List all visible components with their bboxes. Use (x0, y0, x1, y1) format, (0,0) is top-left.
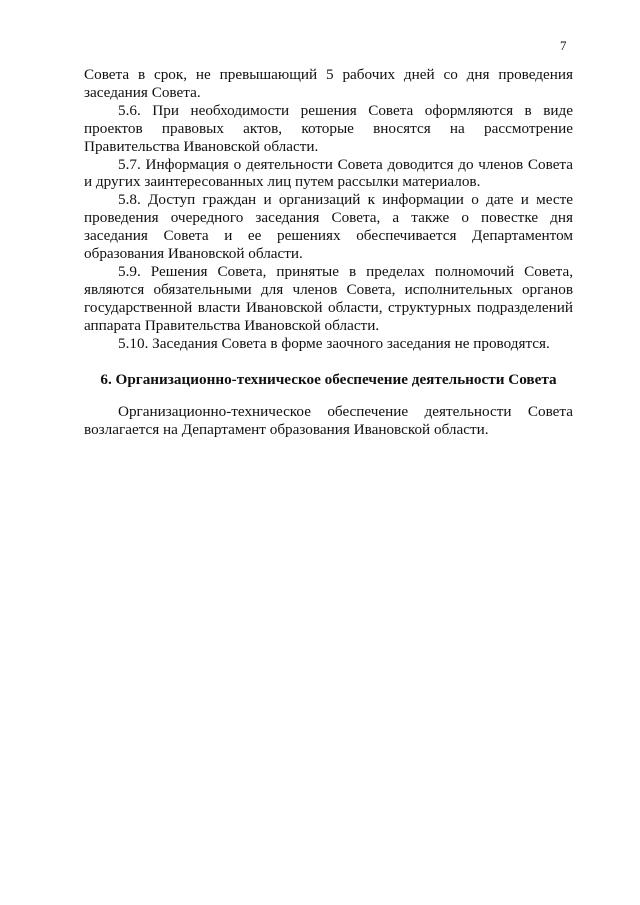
paragraph-5-7: 5.7. Информация о деятельности Совета доводится до членов Совета и других заинтересованных лиц путем рассылки материалов. (84, 155, 573, 191)
document-body (84, 66, 573, 439)
paragraph-5-10: 5.10. Заседания Совета в форме заочного заседания не проводятся. (118, 334, 550, 352)
paragraph-6-body: Организационно-техническое обеспечение деятельности Совета возлагается на Департамент образования Ивановской области. (84, 403, 573, 439)
paragraph-5-6: 5.6. При необходимости решения Совета оформляются в виде проектов правовых актов, которые вносятся на рассмотрение Правительства Ивановской области. (84, 101, 573, 155)
paragraph-5-9: 5.9. Решения Совета, принятые в пределах полномочий Совета, являются обязательными для членов Совета, исполнительных органов государственной власти Ивановской области, структурных подразделений аппарата Правительства Ивановской области. (84, 262, 573, 334)
section-6-heading: 6. Организационно-техническое обеспечение деятельности Совета (100, 370, 557, 388)
paragraph-5-5-continuation: Совета в срок, не превышающий 5 рабочих дней со дня проведения заседания Совета. (84, 66, 573, 101)
page-number: 7 (560, 38, 567, 53)
paragraph-5-8: 5.8. Доступ граждан и организаций к информации о дате и месте проведения очередного заседания Совета, а также о повестке дня заседания Совета и ее решениях обеспечивается Департаментом образования Ивановской области. (84, 191, 573, 263)
